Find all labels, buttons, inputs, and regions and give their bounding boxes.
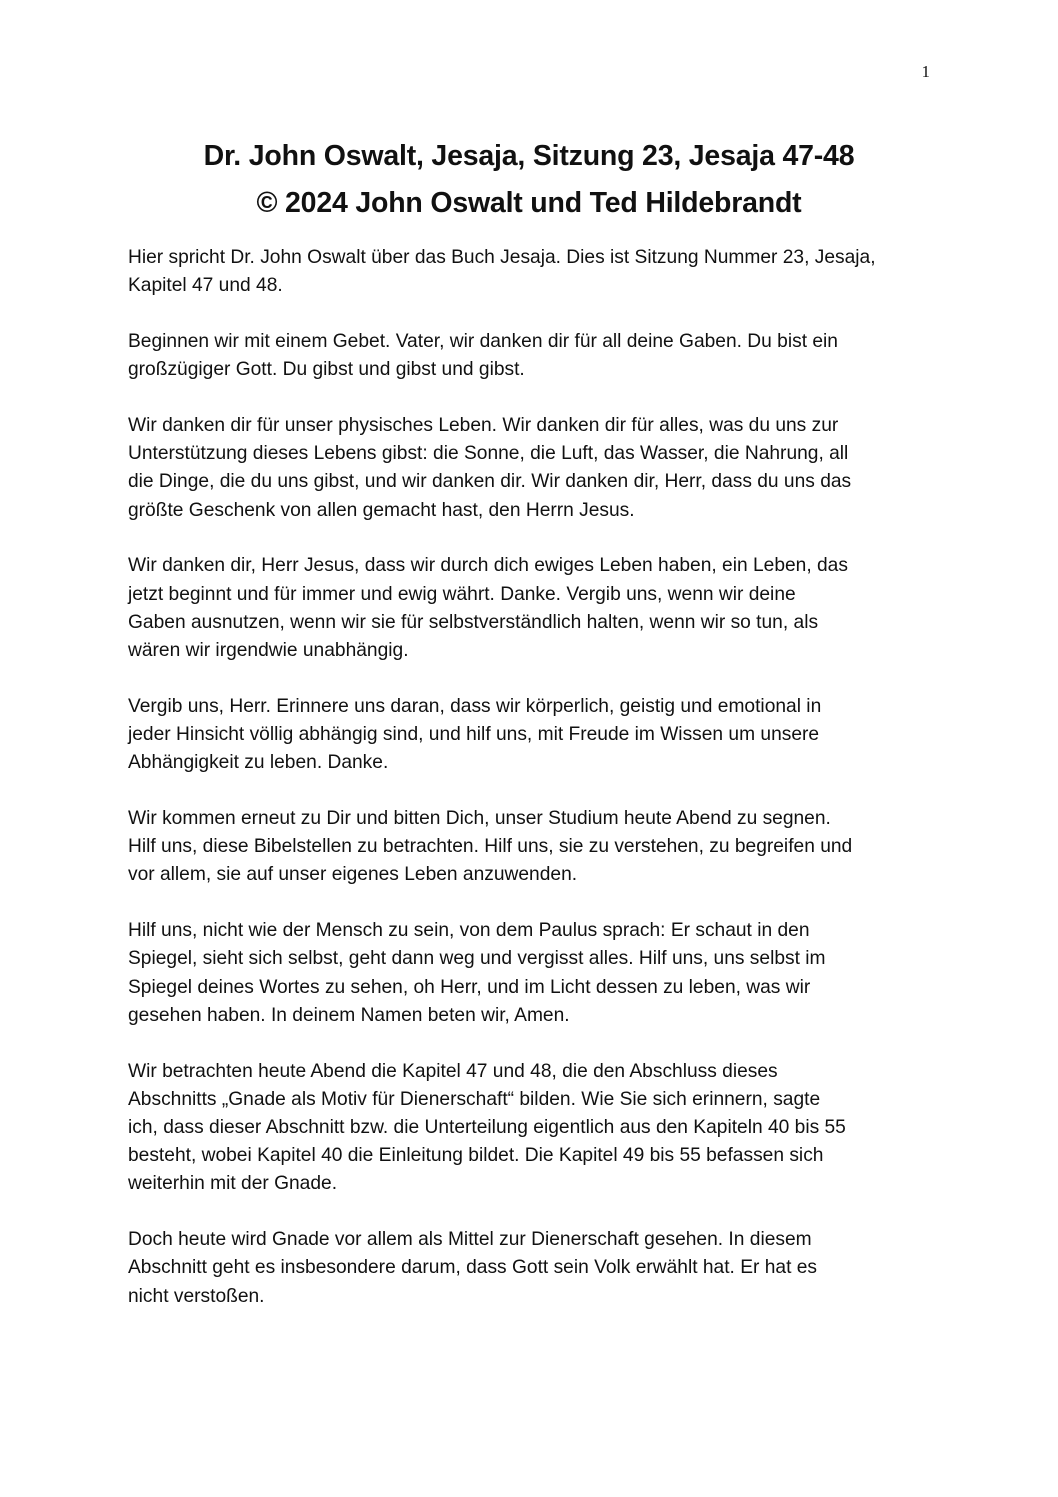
document-title xyxy=(110,133,948,227)
title-line-2: © 2024 John Oswalt und Ted Hildebrandt xyxy=(256,187,802,219)
text-line: großzügiger Gott. Du gibst und gibst und gibst. xyxy=(128,359,525,381)
text-line: Vergib uns, Herr. Erinnere uns daran, dass wir körperlich, geistig und emotional in xyxy=(128,695,822,717)
text-line: wären wir irgendwie unabhängig. xyxy=(128,640,409,662)
text-line: Wir danken dir, Herr Jesus, dass wir durch dich ewiges Leben haben, ein Leben, das xyxy=(128,555,848,577)
paragraph-4 xyxy=(128,552,928,665)
text-line: Wir danken dir für unser physisches Leben. Wir danken dir für alles, was du uns zur xyxy=(128,415,839,436)
text-line: nicht verstoßen. xyxy=(128,1285,265,1307)
text-line: jetzt beginnt und für immer und ewig währt. Danke. Vergib uns, wenn wir deine xyxy=(128,583,796,605)
text-line: Spiegel deines Wortes zu sehen, oh Herr, und im Licht dessen zu leben, was wir xyxy=(128,976,811,998)
text-line: Doch heute wird Gnade vor allem als Mittel zur Dienerschaft gesehen. In diesem xyxy=(128,1229,812,1251)
title-line-1: Dr. John Oswalt, Jesaja, Sitzung 23, Jesaja 47-48 xyxy=(203,140,855,172)
text-line: Abschnitt geht es insbesondere darum, dass Gott sein Volk erwählt hat. Er hat es xyxy=(128,1257,817,1279)
text-line: vor allem, sie auf unser eigenes Leben anzuwenden. xyxy=(128,864,578,886)
text-line: weiterhin mit der Gnade. xyxy=(128,1173,338,1195)
text-line: Gaben ausnutzen, wenn wir sie für selbstverständlich halten, wenn wir so tun, als xyxy=(128,611,819,633)
paragraph-9 xyxy=(128,1226,928,1311)
text-line: jeder Hinsicht völlig abhängig sind, und hilf uns, mit Freude im Wissen um unsere xyxy=(128,724,820,746)
text-line: Unterstützung dieses Lebens gibst: die Sonne, die Luft, das Wasser, die Nahrung, all xyxy=(128,443,849,465)
text-line: Hilf uns, diese Bibelstellen zu betrachten. Hilf uns, sie zu verstehen, zu begreifen und xyxy=(128,836,853,858)
document-body xyxy=(128,244,928,1338)
text-line: Hilf uns, nicht wie der Mensch zu sein, von dem Paulus sprach: Er schaut in den xyxy=(128,920,810,942)
text-line: Spiegel, sieht sich selbst, geht dann weg und vergisst alles. Hilf uns, uns selbst im xyxy=(128,948,826,970)
text-line: Wir betrachten heute Abend die Kapitel 47 und 48, die den Abschluss dieses xyxy=(128,1060,778,1082)
text-line: Wir kommen erneut zu Dir und bitten Dich, unser Studium heute Abend zu segnen. xyxy=(128,808,831,830)
text-line: Abhängigkeit zu leben. Danke. xyxy=(128,752,389,774)
paragraph-5 xyxy=(128,693,928,778)
paragraph-7 xyxy=(128,917,928,1030)
text-line: Hier spricht Dr. John Oswalt über das Buch Jesaja. Dies ist Sitzung Nummer 23, Jesaja, xyxy=(128,247,876,268)
text-line: Abschnitts „Gnade als Motiv für Dienerschaft“ bilden. Wie Sie sich erinnern, sagte xyxy=(128,1088,821,1110)
text-line: die Dinge, die du uns gibst, und wir danken dir. Wir danken dir, Herr, dass du uns das xyxy=(128,471,852,493)
text-line: besteht, wobei Kapitel 40 die Einleitung bildet. Die Kapitel 49 bis 55 befassen sich xyxy=(128,1145,824,1167)
page-number: 1 xyxy=(921,62,930,81)
text-line: größte Geschenk von allen gemacht hast, den Herrn Jesus. xyxy=(128,499,635,521)
text-line: gesehen haben. In deinem Namen beten wir, Amen. xyxy=(128,1004,570,1026)
paragraph-3 xyxy=(128,412,928,525)
paragraph-6 xyxy=(128,805,928,890)
text-line: ich, dass dieser Abschnitt bzw. die Unterteilung eigentlich aus den Kapiteln 40 bis 55 xyxy=(128,1117,846,1139)
paragraph-8 xyxy=(128,1058,928,1199)
paragraph-2 xyxy=(128,328,928,384)
text-line: Kapitel 47 und 48. xyxy=(128,275,283,297)
paragraph-1 xyxy=(128,244,928,300)
text-line: Beginnen wir mit einem Gebet. Vater, wir danken dir für all deine Gaben. Du bist ein xyxy=(128,331,838,352)
